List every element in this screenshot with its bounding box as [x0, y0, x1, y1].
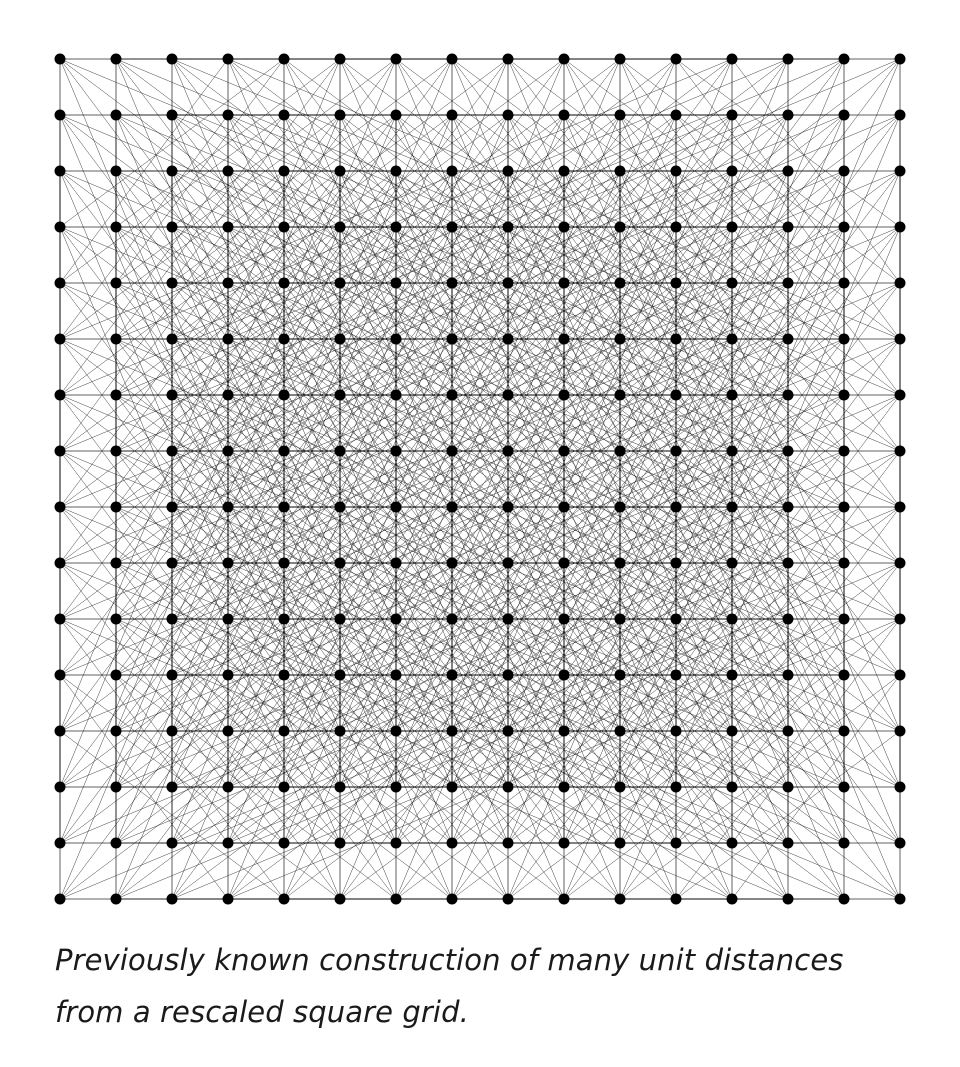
grid-point [111, 278, 122, 289]
grid-point [839, 334, 850, 345]
grid-point [839, 838, 850, 849]
grid-point [55, 390, 66, 401]
grid-point [839, 894, 850, 905]
grid-point [279, 726, 290, 737]
grid-point [503, 278, 514, 289]
grid-point [839, 726, 850, 737]
grid-point [895, 278, 906, 289]
grid-point [111, 334, 122, 345]
grid-point [391, 782, 402, 793]
grid-point [167, 558, 178, 569]
grid-point [391, 222, 402, 233]
grid-point [839, 166, 850, 177]
grid-point [559, 782, 570, 793]
grid-point [279, 894, 290, 905]
grid-point [111, 166, 122, 177]
grid-point [559, 222, 570, 233]
grid-point [503, 222, 514, 233]
grid-point [447, 446, 458, 457]
grid-point [111, 838, 122, 849]
grid-point [503, 390, 514, 401]
grid-point [223, 166, 234, 177]
grid-point [223, 390, 234, 401]
grid-point [391, 670, 402, 681]
grid-point [559, 726, 570, 737]
grid-point [503, 782, 514, 793]
grid-point [55, 502, 66, 513]
grid-point [503, 502, 514, 513]
grid-point [111, 726, 122, 737]
grid-point [671, 614, 682, 625]
grid-point [335, 502, 346, 513]
grid-point [167, 54, 178, 65]
grid-point [503, 558, 514, 569]
grid-point [223, 446, 234, 457]
grid-point [111, 390, 122, 401]
grid-point [671, 54, 682, 65]
grid-point [895, 558, 906, 569]
grid-point [111, 110, 122, 121]
grid-point [671, 166, 682, 177]
grid-point [615, 110, 626, 121]
grid-point [671, 558, 682, 569]
grid-point [279, 278, 290, 289]
grid-point [839, 558, 850, 569]
grid-point [895, 726, 906, 737]
grid-point [559, 278, 570, 289]
grid-point [783, 782, 794, 793]
grid-point [223, 782, 234, 793]
grid-point [167, 166, 178, 177]
grid-point [839, 110, 850, 121]
grid-point [727, 894, 738, 905]
grid-point [335, 446, 346, 457]
grid-point [727, 446, 738, 457]
grid-point [279, 670, 290, 681]
grid-point [335, 726, 346, 737]
grid-point [279, 614, 290, 625]
grid-point [783, 222, 794, 233]
grid-point [391, 726, 402, 737]
grid-point [223, 222, 234, 233]
grid-point [223, 54, 234, 65]
grid-point [503, 614, 514, 625]
grid-point [615, 670, 626, 681]
grid-point [559, 614, 570, 625]
grid-point [783, 446, 794, 457]
grid-point [727, 222, 738, 233]
grid-point [727, 334, 738, 345]
grid-point [671, 446, 682, 457]
grid-point [783, 166, 794, 177]
grid-point [559, 502, 570, 513]
grid-point [727, 502, 738, 513]
grid-point [895, 222, 906, 233]
grid-point [503, 894, 514, 905]
grid-point [671, 334, 682, 345]
grid-point [559, 110, 570, 121]
grid-point [335, 894, 346, 905]
grid-point [671, 838, 682, 849]
grid-point [727, 278, 738, 289]
grid-point [111, 502, 122, 513]
grid-point [167, 894, 178, 905]
grid-point [447, 614, 458, 625]
grid-point [391, 446, 402, 457]
grid-point [559, 54, 570, 65]
grid-point [895, 446, 906, 457]
grid-point [615, 446, 626, 457]
grid-point [335, 390, 346, 401]
grid-point [447, 166, 458, 177]
grid-point [391, 838, 402, 849]
grid-point [447, 782, 458, 793]
grid-point [223, 838, 234, 849]
grid-point [503, 166, 514, 177]
grid-point [559, 390, 570, 401]
grid-point [503, 838, 514, 849]
grid-point [503, 726, 514, 737]
grid-point [559, 894, 570, 905]
grid-point [615, 838, 626, 849]
grid-point [335, 334, 346, 345]
grid-point [671, 502, 682, 513]
grid-point [895, 334, 906, 345]
grid-point [447, 390, 458, 401]
grid-point [447, 838, 458, 849]
grid-point [615, 334, 626, 345]
grid-point [503, 54, 514, 65]
grid-point [391, 334, 402, 345]
grid-point [223, 502, 234, 513]
grid-point [391, 894, 402, 905]
grid-point [223, 614, 234, 625]
grid-point [447, 222, 458, 233]
grid-point [55, 558, 66, 569]
grid-point [783, 334, 794, 345]
grid-point [559, 166, 570, 177]
grid-point [447, 54, 458, 65]
grid-point [279, 838, 290, 849]
grid-point [335, 222, 346, 233]
grid-point [895, 894, 906, 905]
grid-point [895, 54, 906, 65]
grid-point [895, 502, 906, 513]
grid-point [727, 390, 738, 401]
grid-point [55, 838, 66, 849]
grid-point [447, 110, 458, 121]
grid-point [335, 278, 346, 289]
grid-point [447, 670, 458, 681]
grid-point [111, 558, 122, 569]
grid-point [671, 726, 682, 737]
grid-point [447, 558, 458, 569]
grid-point [391, 558, 402, 569]
grid-point [783, 894, 794, 905]
grid-point [391, 166, 402, 177]
grid-point [839, 54, 850, 65]
grid-point [279, 502, 290, 513]
grid-point [727, 614, 738, 625]
unit-distance-edges [60, 59, 900, 899]
grid-point [55, 54, 66, 65]
grid-point [279, 166, 290, 177]
grid-point [279, 446, 290, 457]
grid-point [223, 558, 234, 569]
grid-point [447, 278, 458, 289]
grid-point [783, 502, 794, 513]
grid-point [223, 110, 234, 121]
grid-point [391, 614, 402, 625]
grid-point [615, 54, 626, 65]
grid-point [559, 558, 570, 569]
grid-point [447, 894, 458, 905]
grid-point [279, 222, 290, 233]
grid-point [111, 54, 122, 65]
grid-point [223, 670, 234, 681]
grid-point [447, 502, 458, 513]
grid-point [335, 782, 346, 793]
grid-point [895, 670, 906, 681]
grid-point [55, 782, 66, 793]
grid-point [559, 446, 570, 457]
grid-point [615, 222, 626, 233]
grid-point [783, 110, 794, 121]
grid-point [727, 110, 738, 121]
grid-point [727, 558, 738, 569]
grid-points [55, 54, 906, 905]
grid-point [223, 726, 234, 737]
grid-point [167, 390, 178, 401]
grid-point [615, 726, 626, 737]
grid-point [503, 446, 514, 457]
grid-point [671, 894, 682, 905]
grid-point [167, 110, 178, 121]
grid-point [167, 726, 178, 737]
grid-point [839, 222, 850, 233]
grid-point [839, 614, 850, 625]
grid-point [167, 838, 178, 849]
grid-point [55, 110, 66, 121]
grid-point [279, 110, 290, 121]
grid-point [783, 726, 794, 737]
grid-point [559, 670, 570, 681]
grid-point [727, 670, 738, 681]
grid-point [895, 166, 906, 177]
grid-point [391, 278, 402, 289]
grid-point [55, 278, 66, 289]
grid-point [55, 166, 66, 177]
grid-point [671, 670, 682, 681]
grid-point [279, 782, 290, 793]
grid-point [391, 110, 402, 121]
grid-point [55, 446, 66, 457]
grid-point [839, 502, 850, 513]
grid-point [783, 838, 794, 849]
grid-point [671, 278, 682, 289]
grid-point [783, 390, 794, 401]
grid-point [55, 670, 66, 681]
grid-point [167, 222, 178, 233]
grid-point [615, 558, 626, 569]
grid-point [391, 390, 402, 401]
grid-point [55, 894, 66, 905]
grid-point [167, 334, 178, 345]
grid-point [335, 838, 346, 849]
grid-point [895, 838, 906, 849]
grid-point [559, 334, 570, 345]
grid-point [55, 334, 66, 345]
grid-point [335, 110, 346, 121]
grid-point [111, 894, 122, 905]
grid-point [783, 670, 794, 681]
grid-point [167, 782, 178, 793]
grid-point [727, 726, 738, 737]
grid-point [615, 166, 626, 177]
grid-point [447, 726, 458, 737]
grid-point [895, 614, 906, 625]
grid-point [503, 334, 514, 345]
grid-point [167, 446, 178, 457]
grid-point [279, 558, 290, 569]
grid-point [223, 278, 234, 289]
grid-point [727, 54, 738, 65]
grid-point [111, 614, 122, 625]
grid-point [335, 166, 346, 177]
grid-point [615, 614, 626, 625]
grid-point [727, 166, 738, 177]
grid-point [335, 54, 346, 65]
grid-point [783, 278, 794, 289]
grid-point [895, 110, 906, 121]
grid-point [167, 502, 178, 513]
grid-point [839, 390, 850, 401]
grid-point [839, 670, 850, 681]
grid-point [671, 110, 682, 121]
grid-point [447, 334, 458, 345]
grid-point [391, 54, 402, 65]
grid-point [671, 782, 682, 793]
grid-point [279, 54, 290, 65]
grid-point [671, 390, 682, 401]
grid-point [615, 782, 626, 793]
figure-caption: Previously known construction of many unit distances from a rescaled square grid. [55, 943, 844, 1029]
grid-point [167, 614, 178, 625]
grid-point [335, 670, 346, 681]
grid-point [839, 446, 850, 457]
grid-point [111, 782, 122, 793]
grid-point [783, 54, 794, 65]
grid-point [895, 390, 906, 401]
grid-point [111, 670, 122, 681]
grid-point [727, 782, 738, 793]
grid-point [503, 670, 514, 681]
grid-point [223, 334, 234, 345]
grid-point [223, 894, 234, 905]
grid-point [839, 782, 850, 793]
grid-point [55, 222, 66, 233]
grid-point [727, 838, 738, 849]
grid-point [167, 278, 178, 289]
grid-point [783, 558, 794, 569]
grid-point [895, 782, 906, 793]
grid-point [783, 614, 794, 625]
grid-point [55, 614, 66, 625]
grid-point [615, 894, 626, 905]
grid-point [391, 502, 402, 513]
grid-point [615, 278, 626, 289]
grid-point [615, 502, 626, 513]
grid-point [503, 110, 514, 121]
grid-point [55, 726, 66, 737]
grid-point [111, 446, 122, 457]
grid-point [335, 558, 346, 569]
grid-point [279, 334, 290, 345]
grid-point [167, 670, 178, 681]
grid-point [335, 614, 346, 625]
grid-point [279, 390, 290, 401]
grid-point [671, 222, 682, 233]
grid-point [615, 390, 626, 401]
grid-point [839, 278, 850, 289]
grid-point [559, 838, 570, 849]
grid-point [111, 222, 122, 233]
